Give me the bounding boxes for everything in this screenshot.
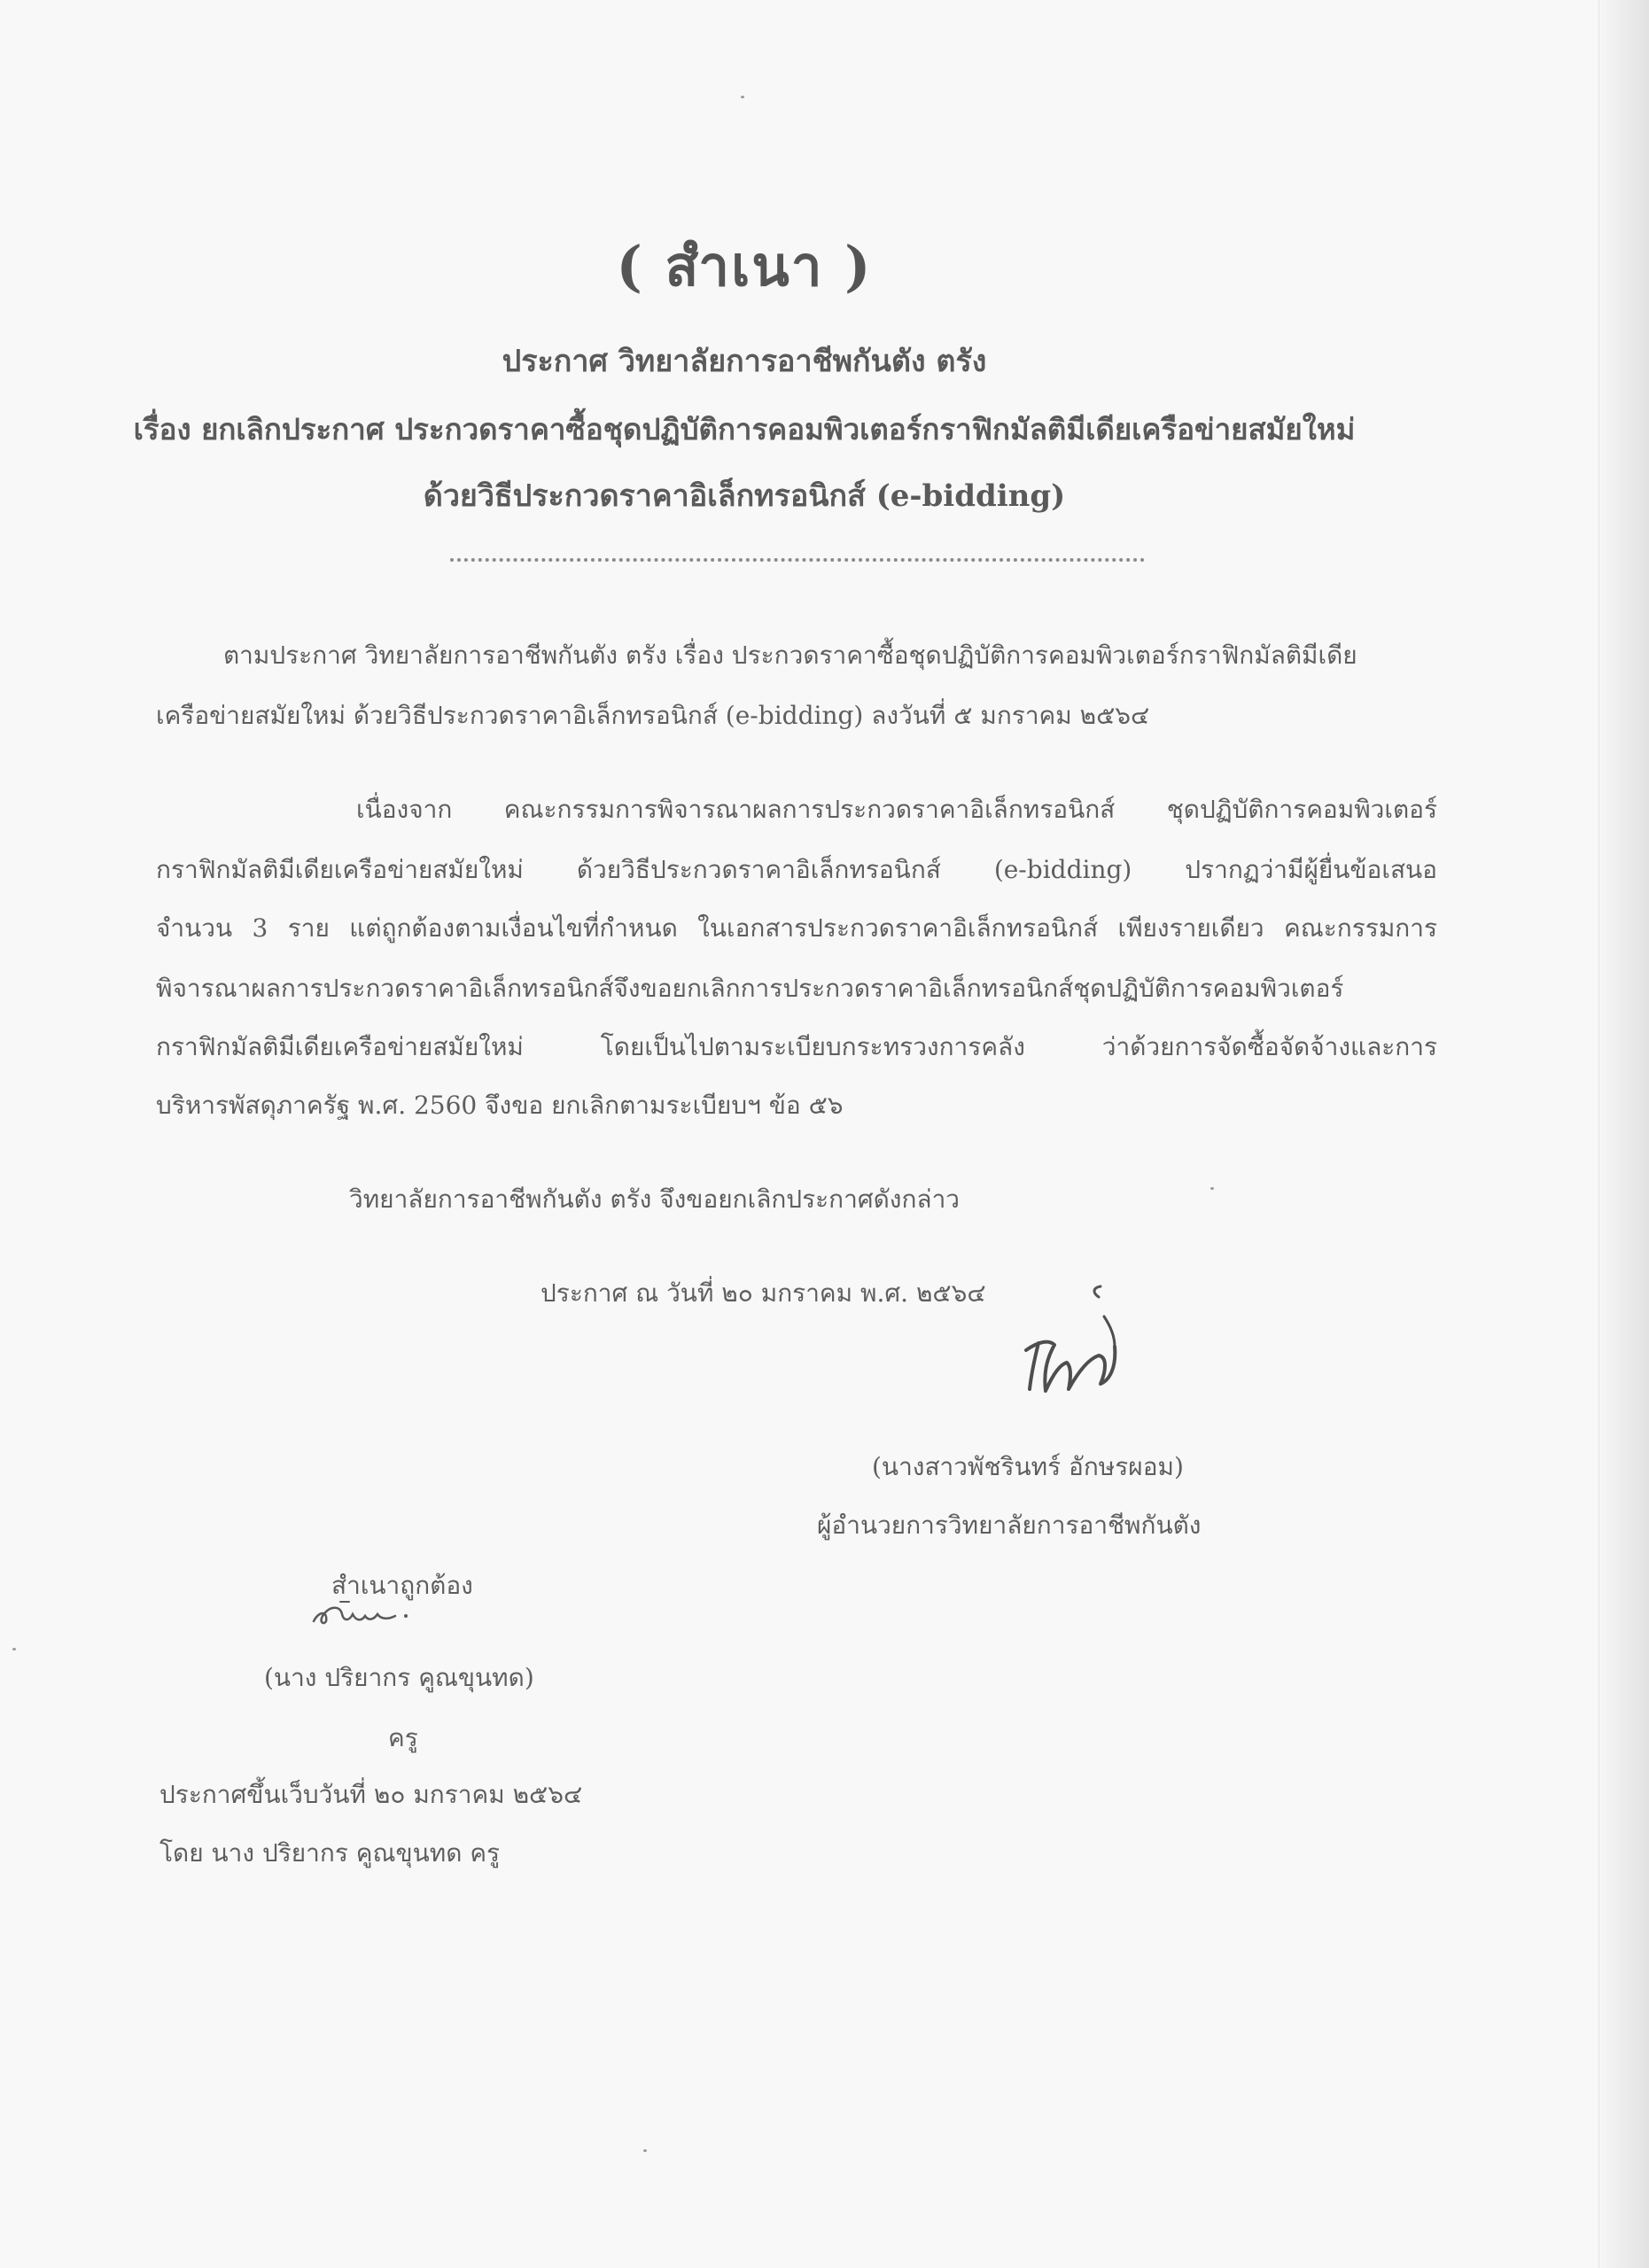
scan-speck xyxy=(741,96,744,98)
page-edge-shadow xyxy=(1599,0,1649,2268)
web-posted-date: ประกาศขึ้นเว็บวันที่ ๒๐ มกราคม ๒๕๖๔ xyxy=(159,1780,583,1809)
scan-speck xyxy=(1210,1187,1214,1190)
para1-line1: ตามประกาศ วิทยาลัยการอาชีพกันตัง ตรัง เรื่อง ประกวดราคาซื้อชุดปฏิบัติการคอมพิวเตอร์กราฟิกมัลติมีเดีย xyxy=(223,641,1357,670)
director-signature xyxy=(1019,1276,1134,1418)
announcement-date: ประกาศ ณ วันที่ ๒๐ มกราคม พ.ศ. ๒๕๖๔ xyxy=(541,1278,986,1308)
para2-line3: จำนวน 3 ราย แต่ถูกต้องตามเงื่อนไขที่กำหนด ในเอกสารประกวดราคาอิเล็กทรอนิกส์ เพียงรายเดียว คณะกรรมการ xyxy=(156,913,1437,943)
scan-speck xyxy=(12,1648,16,1651)
scan-speck xyxy=(643,2149,647,2152)
announcement-subject: เรื่อง ยกเลิกประกาศ ประกวดราคาซื้อชุดปฏิบัติการคอมพิวเตอร์กราฟิกมัลติมีเดียเครือข่ายสมัยใหม่ xyxy=(133,412,1356,447)
certifier-signature xyxy=(310,1595,416,1630)
para2-line2: กราฟิกมัลติมีเดียเครือข่ายสมัยใหม่ ด้วยวิธีประกวดราคาอิเล็กทรอนิกส์ (e-bidding) ปรากฏว่ามีผู้ยื่นข้อเสนอ xyxy=(156,855,1437,884)
certified-copy-label: สำเนาถูกต้อง xyxy=(331,1571,473,1600)
copy-mark: ( สำเนา ) xyxy=(616,234,873,299)
certifier-role: ครู xyxy=(388,1723,418,1752)
dotted-separator xyxy=(450,558,1145,562)
para2-line5: กราฟิกมัลติมีเดียเครือข่ายสมัยใหม่ โดยเป็นไปตามระเบียบกระทรวงการคลัง ว่าด้วยการจัดซื้อจัดจ้างและการ xyxy=(156,1032,1437,1061)
certifier-name: (นาง ปริยากร คูณขุนทด) xyxy=(264,1663,534,1692)
para2-line6: บริหารพัสดุภาครัฐ พ.ศ. 2560 จึงขอ ยกเลิกตามระเบียบฯ ข้อ ๕๖ xyxy=(156,1091,844,1120)
posted-by: โดย นาง ปริยากร คูณขุนทด ครู xyxy=(159,1838,501,1868)
signatory-position: ผู้อำนวยการวิทยาลัยการอาชีพกันตัง xyxy=(817,1511,1202,1540)
para2-line1: เนื่องจาก คณะกรรมการพิจารณาผลการประกวดราคาอิเล็กทรอนิกส์ ชุดปฏิบัติการคอมพิวเตอร์ xyxy=(356,795,1437,824)
para1-line2: เครือข่ายสมัยใหม่ ด้วยวิธีประกวดราคาอิเล็กทรอนิกส์ (e-bidding) ลงวันที่ ๕ มกราคม ๒๕๖๔ xyxy=(156,701,1150,730)
announcement-title: ประกาศ วิทยาลัยการอาชีพกันตัง ตรัง xyxy=(502,344,987,379)
para3: วิทยาลัยการอาชีพกันตัง ตรัง จึงขอยกเลิกประกาศดังกล่าว xyxy=(349,1184,961,1214)
signatory-name: (นางสาวพัชรินทร์ อักษรผอม) xyxy=(872,1452,1184,1481)
announcement-method: ด้วยวิธีประกวดราคาอิเล็กทรอนิกส์ (e-bidding) xyxy=(423,478,1066,514)
para2-line4: พิจารณาผลการประกวดราคาอิเล็กทรอนิกส์จึงขอยกเลิกการประกวดราคาอิเล็กทรอนิกส์ชุดปฏิบัติการคอมพิวเตอร์ xyxy=(156,974,1344,1003)
